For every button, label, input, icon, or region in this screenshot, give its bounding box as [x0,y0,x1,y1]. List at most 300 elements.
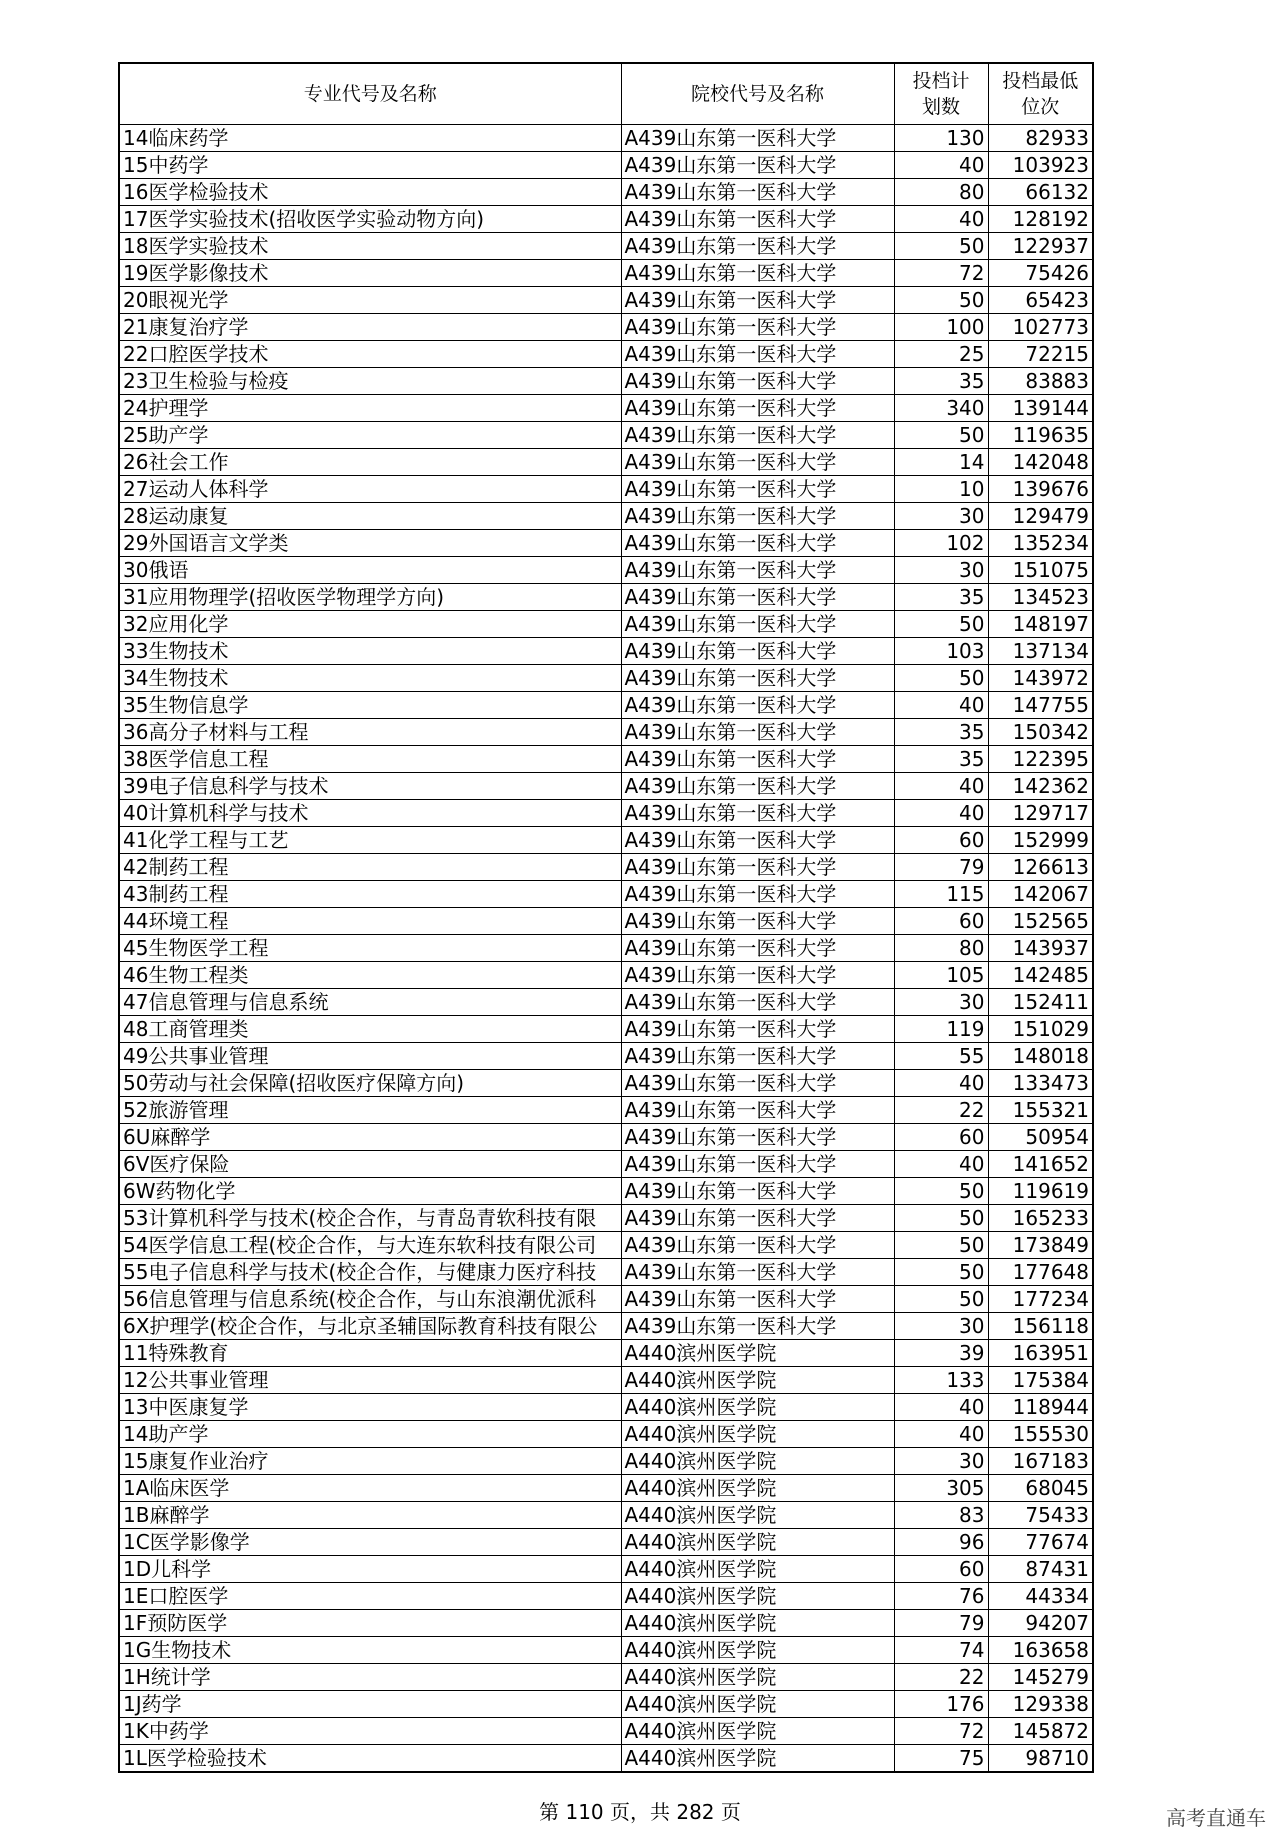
cell-min-rank: 156118 [988,1313,1093,1340]
cell-major: 1H统计学 [119,1664,621,1691]
cell-major: 35生物信息学 [119,692,621,719]
cell-min-rank: 150342 [988,719,1093,746]
cell-min-rank: 151075 [988,557,1093,584]
cell-major: 1A临床医学 [119,1475,621,1502]
cell-plan-count: 119 [894,1016,988,1043]
cell-plan-count: 22 [894,1097,988,1124]
table-row [119,1070,1093,1097]
cell-plan-count: 133 [894,1367,988,1394]
cell-plan-count: 30 [894,503,988,530]
admission-table [118,62,1094,1773]
table-row [119,854,1093,881]
cell-plan-count: 50 [894,1259,988,1286]
cell-plan-count: 40 [894,800,988,827]
cell-school: A439山东第一医科大学 [621,962,894,989]
cell-school: A439山东第一医科大学 [621,584,894,611]
cell-school: A439山东第一医科大学 [621,1043,894,1070]
cell-min-rank: 152999 [988,827,1093,854]
cell-plan-count: 72 [894,1718,988,1745]
cell-plan-count: 72 [894,260,988,287]
cell-plan-count: 74 [894,1637,988,1664]
cell-plan-count: 96 [894,1529,988,1556]
cell-major: 55电子信息科学与技术(校企合作，与健康力医疗科技 [119,1259,621,1286]
cell-plan-count: 340 [894,395,988,422]
cell-min-rank: 145279 [988,1664,1093,1691]
cell-major: 11特殊教育 [119,1340,621,1367]
cell-min-rank: 145872 [988,1718,1093,1745]
cell-school: A439山东第一医科大学 [621,152,894,179]
cell-major: 40计算机科学与技术 [119,800,621,827]
cell-major: 50劳动与社会保障(招收医疗保障方向) [119,1070,621,1097]
cell-major: 49公共事业管理 [119,1043,621,1070]
table-row [119,746,1093,773]
cell-school: A439山东第一医科大学 [621,1016,894,1043]
cell-min-rank: 155530 [988,1421,1093,1448]
cell-major: 53计算机科学与技术(校企合作，与青岛青软科技有限 [119,1205,621,1232]
cell-plan-count: 25 [894,341,988,368]
table-row [119,1016,1093,1043]
page-footer [0,1796,1280,1825]
cell-plan-count: 39 [894,1340,988,1367]
cell-school: A440滨州医学院 [621,1394,894,1421]
cell-school: A439山东第一医科大学 [621,908,894,935]
table-row [119,1475,1093,1502]
cell-school: A440滨州医学院 [621,1475,894,1502]
cell-min-rank: 148018 [988,1043,1093,1070]
cell-school: A439山东第一医科大学 [621,800,894,827]
watermark-text: 高考直通车 [1166,1806,1266,1830]
table-row [119,206,1093,233]
cell-min-rank: 103923 [988,152,1093,179]
cell-major: 29外国语言文学类 [119,530,621,557]
cell-plan-count: 105 [894,962,988,989]
cell-min-rank: 44334 [988,1583,1093,1610]
cell-school: A439山东第一医科大学 [621,881,894,908]
cell-school: A439山东第一医科大学 [621,989,894,1016]
cell-major: 34生物技术 [119,665,621,692]
table-row [119,1205,1093,1232]
cell-min-rank: 129717 [988,800,1093,827]
cell-major: 48工商管理类 [119,1016,621,1043]
cell-plan-count: 50 [894,287,988,314]
cell-school: A439山东第一医科大学 [621,314,894,341]
cell-min-rank: 177234 [988,1286,1093,1313]
cell-school: A440滨州医学院 [621,1556,894,1583]
cell-school: A440滨州医学院 [621,1745,894,1773]
cell-school: A439山东第一医科大学 [621,422,894,449]
cell-plan-count: 35 [894,584,988,611]
cell-major: 15康复作业治疗 [119,1448,621,1475]
cell-min-rank: 139144 [988,395,1093,422]
cell-major: 30俄语 [119,557,621,584]
cell-major: 16医学检验技术 [119,179,621,206]
cell-school: A439山东第一医科大学 [621,395,894,422]
cell-school: A440滨州医学院 [621,1367,894,1394]
cell-school: A439山东第一医科大学 [621,665,894,692]
cell-min-rank: 75426 [988,260,1093,287]
cell-plan-count: 60 [894,827,988,854]
cell-min-rank: 87431 [988,1556,1093,1583]
cell-min-rank: 152411 [988,989,1093,1016]
cell-school: A439山东第一医科大学 [621,503,894,530]
cell-min-rank: 122395 [988,746,1093,773]
cell-major: 54医学信息工程(校企合作，与大连东软科技有限公司 [119,1232,621,1259]
cell-school: A439山东第一医科大学 [621,476,894,503]
cell-major: 41化学工程与工艺 [119,827,621,854]
cell-plan-count: 40 [894,1421,988,1448]
cell-major: 56信息管理与信息系统(校企合作，与山东浪潮优派科 [119,1286,621,1313]
cell-min-rank: 147755 [988,692,1093,719]
table-row [119,773,1093,800]
table-row [119,1259,1093,1286]
cell-min-rank: 152565 [988,908,1093,935]
cell-min-rank: 50954 [988,1124,1093,1151]
cell-major: 1B麻醉学 [119,1502,621,1529]
table-row [119,584,1093,611]
cell-major: 25助产学 [119,422,621,449]
cell-plan-count: 75 [894,1745,988,1773]
cell-min-rank: 141652 [988,1151,1093,1178]
cell-major: 23卫生检验与检疫 [119,368,621,395]
cell-school: A439山东第一医科大学 [621,746,894,773]
table-row [119,1556,1093,1583]
cell-min-rank: 134523 [988,584,1093,611]
table-row [119,665,1093,692]
cell-min-rank: 94207 [988,1610,1093,1637]
cell-major: 52旅游管理 [119,1097,621,1124]
cell-school: A439山东第一医科大学 [621,1232,894,1259]
cell-min-rank: 163658 [988,1637,1093,1664]
cell-plan-count: 176 [894,1691,988,1718]
table-row [119,1529,1093,1556]
cell-plan-count: 14 [894,449,988,476]
cell-major: 26社会工作 [119,449,621,476]
cell-plan-count: 79 [894,1610,988,1637]
cell-major: 14助产学 [119,1421,621,1448]
page-number-text: 第 110 页，共 282 页 [539,1800,741,1824]
cell-min-rank: 72215 [988,341,1093,368]
cell-major: 42制药工程 [119,854,621,881]
table-row [119,125,1093,152]
cell-plan-count: 50 [894,665,988,692]
cell-min-rank: 167183 [988,1448,1093,1475]
table-row [119,476,1093,503]
table-row [119,1232,1093,1259]
table-row [119,692,1093,719]
cell-plan-count: 79 [894,854,988,881]
table-row [119,1502,1093,1529]
cell-school: A439山东第一医科大学 [621,1205,894,1232]
cell-school: A439山东第一医科大学 [621,287,894,314]
cell-major: 1J药学 [119,1691,621,1718]
cell-plan-count: 305 [894,1475,988,1502]
cell-major: 1F预防医学 [119,1610,621,1637]
cell-plan-count: 50 [894,1178,988,1205]
table-row [119,638,1093,665]
table-row [119,1718,1093,1745]
cell-plan-count: 115 [894,881,988,908]
cell-major: 6X护理学(校企合作，与北京圣辅国际教育科技有限公 [119,1313,621,1340]
cell-major: 44环境工程 [119,908,621,935]
cell-major: 43制药工程 [119,881,621,908]
cell-major: 28运动康复 [119,503,621,530]
cell-school: A439山东第一医科大学 [621,1178,894,1205]
cell-major: 27运动人体科学 [119,476,621,503]
table-row [119,1421,1093,1448]
cell-plan-count: 55 [894,1043,988,1070]
cell-school: A439山东第一医科大学 [621,368,894,395]
cell-major: 32应用化学 [119,611,621,638]
cell-min-rank: 126613 [988,854,1093,881]
cell-school: A440滨州医学院 [621,1637,894,1664]
cell-major: 46生物工程类 [119,962,621,989]
cell-school: A439山东第一医科大学 [621,773,894,800]
table-row [119,341,1093,368]
cell-plan-count: 40 [894,1394,988,1421]
cell-school: A440滨州医学院 [621,1340,894,1367]
cell-plan-count: 40 [894,1070,988,1097]
cell-school: A440滨州医学院 [621,1529,894,1556]
cell-school: A439山东第一医科大学 [621,1151,894,1178]
cell-plan-count: 40 [894,1151,988,1178]
cell-school: A440滨州医学院 [621,1583,894,1610]
table-row [119,233,1093,260]
table-row [119,1340,1093,1367]
cell-min-rank: 129479 [988,503,1093,530]
cell-school: A440滨州医学院 [621,1718,894,1745]
cell-major: 19医学影像技术 [119,260,621,287]
cell-major: 15中药学 [119,152,621,179]
cell-plan-count: 22 [894,1664,988,1691]
cell-school: A439山东第一医科大学 [621,179,894,206]
header-plan-count: 投档计 划数 [894,63,988,125]
cell-min-rank: 139676 [988,476,1093,503]
table-row [119,1124,1093,1151]
table-row [119,530,1093,557]
cell-plan-count: 30 [894,1448,988,1475]
cell-plan-count: 35 [894,746,988,773]
cell-plan-count: 76 [894,1583,988,1610]
cell-plan-count: 100 [894,314,988,341]
cell-plan-count: 50 [894,1286,988,1313]
cell-major: 1C医学影像学 [119,1529,621,1556]
cell-min-rank: 148197 [988,611,1093,638]
cell-plan-count: 130 [894,125,988,152]
cell-plan-count: 40 [894,206,988,233]
cell-major: 38医学信息工程 [119,746,621,773]
cell-plan-count: 83 [894,1502,988,1529]
cell-school: A439山东第一医科大学 [621,449,894,476]
cell-min-rank: 77674 [988,1529,1093,1556]
cell-plan-count: 30 [894,557,988,584]
cell-min-rank: 143937 [988,935,1093,962]
cell-school: A440滨州医学院 [621,1421,894,1448]
table-row [119,287,1093,314]
cell-school: A439山东第一医科大学 [621,1259,894,1286]
table-row [119,1286,1093,1313]
cell-min-rank: 163951 [988,1340,1093,1367]
cell-school: A439山东第一医科大学 [621,692,894,719]
cell-plan-count: 60 [894,908,988,935]
table-row [119,935,1093,962]
table-row [119,1394,1093,1421]
cell-plan-count: 40 [894,152,988,179]
cell-school: A439山东第一医科大学 [621,260,894,287]
cell-min-rank: 98710 [988,1745,1093,1773]
cell-plan-count: 50 [894,611,988,638]
cell-plan-count: 102 [894,530,988,557]
table-row [119,1043,1093,1070]
cell-min-rank: 151029 [988,1016,1093,1043]
table-row [119,314,1093,341]
cell-plan-count: 50 [894,233,988,260]
cell-plan-count: 35 [894,719,988,746]
cell-school: A439山东第一医科大学 [621,854,894,881]
cell-major: 12公共事业管理 [119,1367,621,1394]
cell-school: A439山东第一医科大学 [621,827,894,854]
cell-school: A439山东第一医科大学 [621,233,894,260]
table-row [119,1448,1093,1475]
cell-major: 14临床药学 [119,125,621,152]
cell-min-rank: 142362 [988,773,1093,800]
cell-min-rank: 135234 [988,530,1093,557]
cell-major: 1L医学检验技术 [119,1745,621,1773]
cell-min-rank: 175384 [988,1367,1093,1394]
table-row [119,1178,1093,1205]
cell-major: 21康复治疗学 [119,314,621,341]
cell-major: 39电子信息科学与技术 [119,773,621,800]
table-row [119,557,1093,584]
table-body [119,125,1093,1773]
cell-major: 47信息管理与信息系统 [119,989,621,1016]
cell-min-rank: 102773 [988,314,1093,341]
table-row [119,719,1093,746]
cell-major: 18医学实验技术 [119,233,621,260]
cell-plan-count: 30 [894,989,988,1016]
header-major: 专业代号及名称 [119,63,621,125]
cell-plan-count: 103 [894,638,988,665]
cell-school: A439山东第一医科大学 [621,638,894,665]
cell-major: 31应用物理学(招收医学物理学方向) [119,584,621,611]
table-row [119,1691,1093,1718]
cell-min-rank: 119635 [988,422,1093,449]
table-row [119,260,1093,287]
cell-min-rank: 173849 [988,1232,1093,1259]
cell-major: 24护理学 [119,395,621,422]
cell-min-rank: 165233 [988,1205,1093,1232]
cell-min-rank: 143972 [988,665,1093,692]
cell-school: A439山东第一医科大学 [621,341,894,368]
cell-min-rank: 137134 [988,638,1093,665]
table-row [119,881,1093,908]
cell-school: A439山东第一医科大学 [621,125,894,152]
cell-major: 1K中药学 [119,1718,621,1745]
cell-plan-count: 10 [894,476,988,503]
cell-school: A439山东第一医科大学 [621,557,894,584]
table-row [119,368,1093,395]
cell-school: A439山东第一医科大学 [621,719,894,746]
cell-min-rank: 82933 [988,125,1093,152]
cell-school: A439山东第一医科大学 [621,530,894,557]
cell-plan-count: 80 [894,935,988,962]
cell-plan-count: 80 [894,179,988,206]
cell-plan-count: 35 [894,368,988,395]
cell-major: 33生物技术 [119,638,621,665]
table-row [119,962,1093,989]
cell-plan-count: 50 [894,422,988,449]
cell-plan-count: 50 [894,1205,988,1232]
cell-major: 13中医康复学 [119,1394,621,1421]
cell-min-rank: 119619 [988,1178,1093,1205]
cell-major: 1E口腔医学 [119,1583,621,1610]
cell-school: A439山东第一医科大学 [621,206,894,233]
table-row [119,503,1093,530]
cell-school: A440滨州医学院 [621,1691,894,1718]
table-row [119,1583,1093,1610]
cell-min-rank: 66132 [988,179,1093,206]
cell-school: A439山东第一医科大学 [621,1070,894,1097]
table-row [119,1664,1093,1691]
cell-min-rank: 65423 [988,287,1093,314]
cell-min-rank: 177648 [988,1259,1093,1286]
cell-min-rank: 133473 [988,1070,1093,1097]
table-row [119,449,1093,476]
cell-school: A440滨州医学院 [621,1664,894,1691]
cell-plan-count: 40 [894,692,988,719]
cell-min-rank: 122937 [988,233,1093,260]
table-row [119,908,1093,935]
cell-school: A439山东第一医科大学 [621,1097,894,1124]
table-row [119,611,1093,638]
cell-major: 1D儿科学 [119,1556,621,1583]
table-row [119,1610,1093,1637]
cell-min-rank: 118944 [988,1394,1093,1421]
table-row [119,179,1093,206]
cell-major: 45生物医学工程 [119,935,621,962]
table-row [119,1637,1093,1664]
table-header-row [119,63,1093,125]
cell-min-rank: 83883 [988,368,1093,395]
cell-min-rank: 142048 [988,449,1093,476]
cell-major: 6V医疗保险 [119,1151,621,1178]
cell-min-rank: 142067 [988,881,1093,908]
table-row [119,989,1093,1016]
cell-school: A440滨州医学院 [621,1448,894,1475]
cell-school: A439山东第一医科大学 [621,1313,894,1340]
table-row [119,827,1093,854]
table-row [119,1151,1093,1178]
header-school: 院校代号及名称 [621,63,894,125]
cell-min-rank: 155321 [988,1097,1093,1124]
cell-school: A439山东第一医科大学 [621,1124,894,1151]
cell-major: 20眼视光学 [119,287,621,314]
cell-major: 6U麻醉学 [119,1124,621,1151]
cell-major: 6W药物化学 [119,1178,621,1205]
cell-school: A439山东第一医科大学 [621,935,894,962]
cell-school: A439山东第一医科大学 [621,611,894,638]
cell-plan-count: 60 [894,1124,988,1151]
cell-min-rank: 68045 [988,1475,1093,1502]
cell-school: A439山东第一医科大学 [621,1286,894,1313]
table-row [119,1367,1093,1394]
table-row [119,1313,1093,1340]
table-row [119,1745,1093,1773]
cell-school: A440滨州医学院 [621,1502,894,1529]
cell-min-rank: 128192 [988,206,1093,233]
cell-major: 22口腔医学技术 [119,341,621,368]
table-row [119,1097,1093,1124]
cell-plan-count: 50 [894,1232,988,1259]
